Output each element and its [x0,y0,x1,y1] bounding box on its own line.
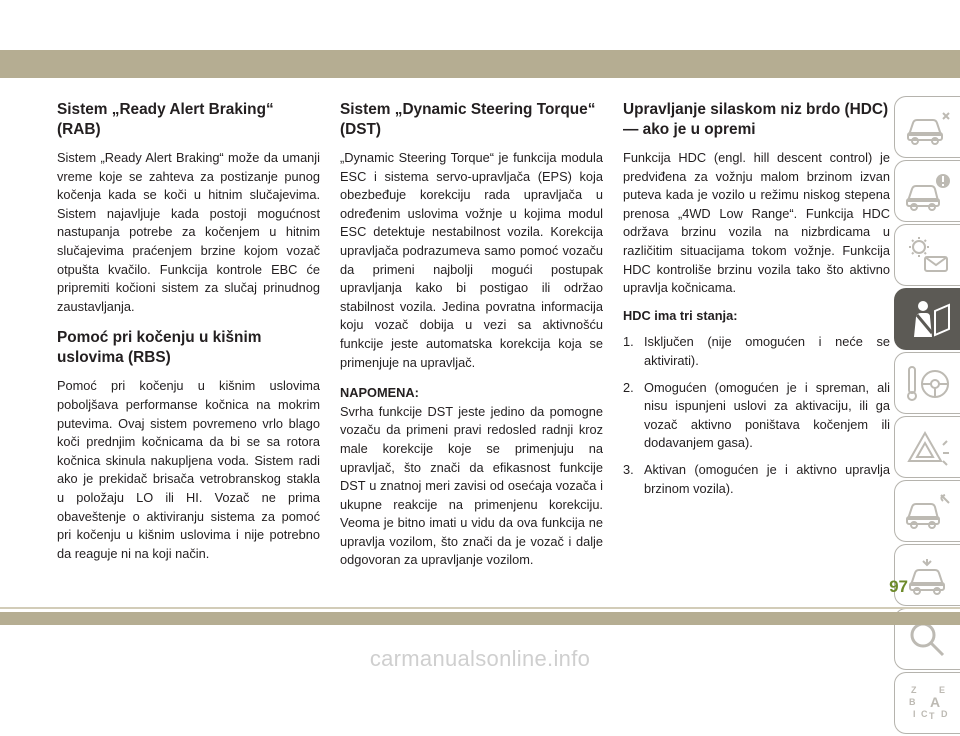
index-letter: I [912,709,916,719]
footer-band [0,612,960,625]
list-item-number: 3. [623,461,634,477]
index-letters-icon [905,683,951,723]
list-item-text: Aktivan (omogućen je i aktivno upravlja brzinom vozila). [644,461,890,496]
index-letter: E [938,685,945,695]
hdc-states-title: HDC ima tri stanja: [623,307,738,323]
index-letter: C [920,709,927,719]
note-paragraph: Svrha funkcije DST jeste jedino da pomogne vozaču da primeni pravi redosled radnji kroz male korekcije koje se primenjuju na upravljač, što znači da efikasnost funkcije DST u znatnoj meri zavisi od osećaja vozača i ukupne reakcije na primenjenu korekciju. Veoma je bitno imati u vidu da ova funkcija ne upravlja vozilom, što znači da je vozač i dalje odgovoran za upravljanje vozilom. [340,403,603,568]
tab-car-wrench[interactable] [894,480,960,542]
list-item [623,333,890,370]
tab-dashboard-lights[interactable] [894,224,960,286]
keys-steering-icon [905,363,951,403]
column-3 [623,100,890,506]
tab-keys-steering[interactable] [894,352,960,414]
column-2 [340,100,603,579]
list-item [623,379,890,453]
list-item [623,461,890,498]
index-letter: T [928,711,934,721]
hdc-paragraph: Funkcija HDC (engl. hill descent control) je predviđena za vožnju malom brzinom izvan puteva kada je vozilo u režimu niskog stepena prenosa „4WD Low Range“. Funkcija HDC održava brzinu vozila na nizbrdicama u različitim situacijama tokom vožnje. Funkcija HDC kontroliše brzinu vozila tako što aktivno upravlja kočnicama. [623,150,890,296]
tab-hazard[interactable] [894,416,960,478]
chapter-tabs [894,96,960,736]
safety-seatbelt-icon [905,299,951,339]
dashboard-lights-icon [905,235,951,275]
rab-paragraph: Sistem „Ready Alert Braking“ može da umanji vreme koje se zahteva za postizanje punog kočenja kada se koči u hitnim slučajevima. Sistem najavljuje kada postoji mogućnost nastupanja potrebe za kočenjem u hitnim slučajevima praćenjem brzine kojom vozač otpušta kvačilo. Funkcija kontrole EBC će pripremiti kočioni sistem za slučaj prinudnog zaustavljanja. [57,150,320,314]
hdc-heading: Upravljanje silaskom niz brdo (HDC) — ako je u opremi [623,101,889,138]
index-letter: B [908,697,915,707]
car-warning-icon [905,171,951,211]
rbs-heading: Pomoć pri kočenju u kišnim uslovima (RBS) [57,329,262,367]
car-info-icon [905,107,951,147]
page-number: 97 [889,577,908,596]
car-wrench-icon [905,491,951,531]
list-item-number: 2. [623,379,634,395]
header-band [0,50,960,78]
list-item-number: 1. [623,334,634,350]
tab-car-info[interactable] [894,96,960,158]
watermark: carmanualsonline.info [369,646,591,671]
column-1 [57,100,320,572]
index-letter: A [929,694,940,710]
dst-paragraph: „Dynamic Steering Torque“ je funkcija modula ESC i sistema servo-upravljača (EPS) koja obezbeđuje korekciju rada upravljača u određenim uslovima vožnje u kojima modul ESC detektuje nestabilnost vozila. Korekcija upravljača podrazumeva samo pomoć vozaču da primeni najbolji mogući postupak upravljanja kako bi postigao ili održao stabilnost vozila. Jedina povratna informacija koju vozač dobija u vezi sa aktivnošću funkcije jeste automatska korekcija koja se primenjuje na upravljač. [340,150,603,370]
list-item-text: Omogućen (omogućen je i spreman, ali nisu ispunjeni uslovi za aktivaciju, ili ga vozač aktivno poništava kočenjem ili dodavanjem gasa). [644,379,890,451]
hazard-triangle-icon [905,427,951,467]
note-label: NAPOMENA: [340,385,419,401]
rbs-paragraph: Pomoć pri kočenju u kišnim uslovima poboljšava performanse kočnica na mokrim putevima. Ovaj sistem povremeno vrlo blago koči prednjim kočnicama da bi se sa rotora kočnica skinula nakupljena voda. Sistem radi ako je prekidač brisača vetrobranskog stakla u položaju LO ili HI. Vozač ne prima obaveštenje o aktiviranju sistema za pomoć pri kočenju u kišnim uslovima i nije potrebno da reaguje ni na koji način. [57,378,320,561]
tab-car-warning[interactable] [894,160,960,222]
tab-safety[interactable] [894,288,960,350]
car-service-icon [905,555,951,595]
rab-heading: Sistem „Ready Alert Braking“ (RAB) [57,101,274,138]
dst-heading: Sistem „Dynamic Steering Torque“ (DST) [340,101,596,138]
index-letter: D [940,709,947,719]
list-item-text: Isključen (nije omogućen i neće se aktivirati). [644,334,890,368]
hdc-states-list [623,333,890,498]
tab-index[interactable] [894,672,960,734]
index-letter: Z [910,685,916,695]
footer-line [0,607,960,609]
